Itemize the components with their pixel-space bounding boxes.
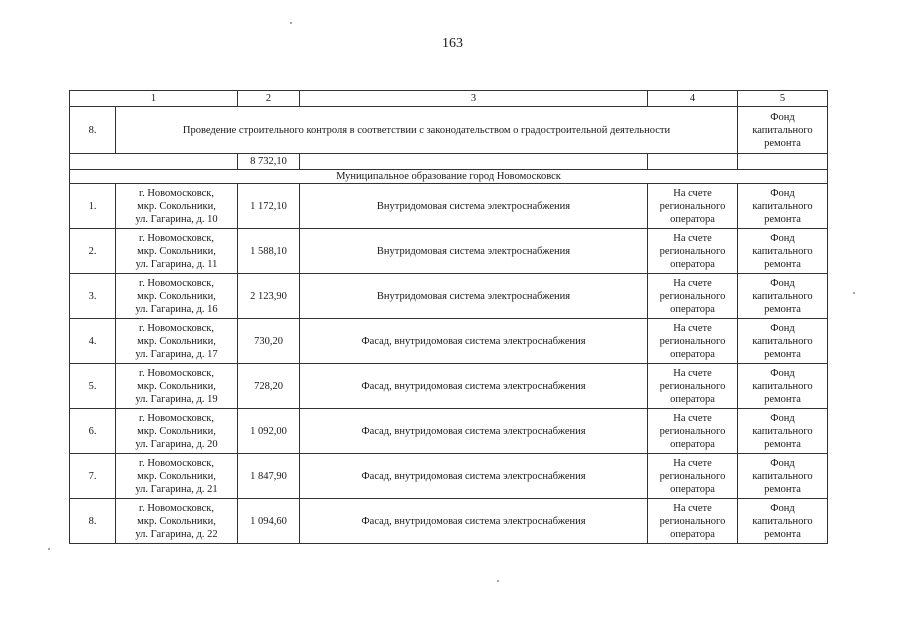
fund-line: Фонд	[770, 457, 795, 469]
area-value: 1 092,00	[238, 409, 300, 454]
account-line: регионального	[659, 200, 726, 212]
address-line: ул. Гагарина, д. 16	[135, 303, 218, 315]
address-cell	[116, 454, 238, 499]
table-row	[70, 364, 828, 409]
fund-line: капитального	[752, 124, 813, 136]
area-value: 1 847,90	[238, 454, 300, 499]
area-value: 730,20	[238, 319, 300, 364]
work-type: Фасад, внутридомовая система электроснабжения	[300, 454, 648, 499]
fund-line: Фонд	[770, 111, 795, 123]
total-row	[70, 154, 828, 170]
fund-line: ремонта	[764, 438, 801, 450]
address-line: мкр. Сокольники,	[137, 335, 216, 347]
fund-line: капитального	[752, 470, 813, 482]
fund-cell	[738, 319, 828, 364]
address-line: г. Новомосковск,	[138, 367, 215, 379]
fund-line: капитального	[752, 425, 813, 437]
account-line: На счете	[673, 322, 712, 334]
fund-cell	[738, 364, 828, 409]
account-line: оператора	[670, 393, 715, 405]
fund-line: Фонд	[770, 367, 795, 379]
address-cell	[116, 364, 238, 409]
empty-cell	[300, 154, 648, 170]
account-line: На счете	[673, 412, 712, 424]
account-cell	[648, 409, 738, 454]
fund-line: ремонта	[764, 137, 801, 149]
fund-line: капитального	[752, 290, 813, 302]
work-table	[69, 90, 828, 544]
account-line: регионального	[659, 515, 726, 527]
account-line: регионального	[659, 425, 726, 437]
account-cell	[648, 274, 738, 319]
account-line: регионального	[659, 380, 726, 392]
address-line: ул. Гагарина, д. 19	[135, 393, 218, 405]
work-type: Внутридомовая система электроснабжения	[300, 229, 648, 274]
row-number: 3.	[70, 274, 116, 319]
account-line: оператора	[670, 258, 715, 270]
table-row	[70, 274, 828, 319]
row-number: 5.	[70, 364, 116, 409]
address-cell	[116, 184, 238, 229]
scan-speck	[497, 580, 499, 582]
fund-line: Фонд	[770, 412, 795, 424]
address-line: мкр. Сокольники,	[137, 245, 216, 257]
address-line: мкр. Сокольники,	[137, 200, 216, 212]
account-line: оператора	[670, 438, 715, 450]
address-cell	[116, 499, 238, 544]
fund-line: Фонд	[770, 502, 795, 514]
address-line: г. Новомосковск,	[138, 412, 215, 424]
address-line: г. Новомосковск,	[138, 322, 215, 334]
address-line: ул. Гагарина, д. 17	[135, 348, 218, 360]
address-line: г. Новомосковск,	[138, 502, 215, 514]
area-value: 1 588,10	[238, 229, 300, 274]
work-type: Внутридомовая система электроснабжения	[300, 184, 648, 229]
fund-line: капитального	[752, 245, 813, 257]
account-line: регионального	[659, 245, 726, 257]
address-line: г. Новомосковск,	[138, 187, 215, 199]
empty-cell	[738, 154, 828, 170]
address-line: ул. Гагарина, д. 21	[135, 483, 218, 495]
account-line: регионального	[659, 335, 726, 347]
fund-line: ремонта	[764, 213, 801, 225]
fund-cell	[738, 184, 828, 229]
scan-speck	[853, 292, 855, 294]
table-row	[70, 229, 828, 274]
fund-line: ремонта	[764, 393, 801, 405]
empty-cell	[70, 154, 238, 170]
construction-control-row	[70, 107, 828, 154]
account-line: регионального	[659, 290, 726, 302]
work-type: Внутридомовая система электроснабжения	[300, 274, 648, 319]
account-line: На счете	[673, 502, 712, 514]
table-row	[70, 409, 828, 454]
account-line: На счете	[673, 187, 712, 199]
address-line: ул. Гагарина, д. 20	[135, 438, 218, 450]
fund-line: Фонд	[770, 232, 795, 244]
row-number: 2.	[70, 229, 116, 274]
fund-line: ремонта	[764, 483, 801, 495]
column-header: 1	[70, 91, 238, 107]
column-header-row	[70, 91, 828, 107]
account-line: На счете	[673, 232, 712, 244]
address-line: ул. Гагарина, д. 11	[135, 258, 218, 270]
account-cell	[648, 454, 738, 499]
address-cell	[116, 274, 238, 319]
account-cell	[648, 499, 738, 544]
table-row	[70, 319, 828, 364]
account-cell	[648, 184, 738, 229]
work-type: Фасад, внутридомовая система электроснабжения	[300, 364, 648, 409]
scan-speck	[290, 22, 292, 24]
address-line: мкр. Сокольники,	[137, 290, 216, 302]
row-number: 8.	[70, 499, 116, 544]
scan-speck	[48, 548, 50, 550]
empty-cell	[648, 154, 738, 170]
address-line: г. Новомосковск,	[138, 277, 215, 289]
fund-cell	[738, 409, 828, 454]
fund-line: Фонд	[770, 187, 795, 199]
municipality-row	[70, 170, 828, 184]
account-line: На счете	[673, 367, 712, 379]
account-cell	[648, 364, 738, 409]
account-cell	[648, 319, 738, 364]
total-area: 8 732,10	[238, 154, 300, 170]
fund-line: ремонта	[764, 258, 801, 270]
account-line: На счете	[673, 277, 712, 289]
address-line: г. Новомосковск,	[138, 232, 215, 244]
fund-line: капитального	[752, 380, 813, 392]
address-cell	[116, 409, 238, 454]
page-number: 163	[442, 36, 463, 51]
area-value: 1 172,10	[238, 184, 300, 229]
address-line: мкр. Сокольники,	[137, 515, 216, 527]
account-line: оператора	[670, 528, 715, 540]
account-line: оператора	[670, 348, 715, 360]
account-line: оператора	[670, 303, 715, 315]
table-row	[70, 184, 828, 229]
work-type: Фасад, внутридомовая система электроснабжения	[300, 319, 648, 364]
row-description: Проведение строительного контроля в соответствии с законодательством о градостроительной деятельности	[116, 107, 738, 154]
column-header: 2	[238, 91, 300, 107]
address-line: г. Новомосковск,	[138, 457, 215, 469]
column-header: 5	[738, 91, 828, 107]
account-cell	[648, 229, 738, 274]
fund-line: ремонта	[764, 303, 801, 315]
fund-line: ремонта	[764, 348, 801, 360]
fund-cell	[738, 274, 828, 319]
column-header: 3	[300, 91, 648, 107]
municipality-title: Муниципальное образование город Новомосковск	[70, 170, 828, 184]
fund-cell	[738, 229, 828, 274]
fund-cell	[738, 107, 828, 154]
fund-line: капитального	[752, 515, 813, 527]
fund-cell	[738, 499, 828, 544]
area-value: 1 094,60	[238, 499, 300, 544]
address-cell	[116, 229, 238, 274]
area-value: 728,20	[238, 364, 300, 409]
account-line: регионального	[659, 470, 726, 482]
row-number: 4.	[70, 319, 116, 364]
account-line: оператора	[670, 213, 715, 225]
area-value: 2 123,90	[238, 274, 300, 319]
fund-line: капитального	[752, 335, 813, 347]
account-line: оператора	[670, 483, 715, 495]
address-line: мкр. Сокольники,	[137, 380, 216, 392]
account-line: На счете	[673, 457, 712, 469]
row-number: 1.	[70, 184, 116, 229]
row-number: 7.	[70, 454, 116, 499]
address-line: мкр. Сокольники,	[137, 470, 216, 482]
address-line: мкр. Сокольники,	[137, 425, 216, 437]
fund-line: ремонта	[764, 528, 801, 540]
column-header: 4	[648, 91, 738, 107]
fund-cell	[738, 454, 828, 499]
fund-line: Фонд	[770, 322, 795, 334]
row-number: 6.	[70, 409, 116, 454]
work-type: Фасад, внутридомовая система электроснабжения	[300, 499, 648, 544]
table-row	[70, 499, 828, 544]
work-type: Фасад, внутридомовая система электроснабжения	[300, 409, 648, 454]
table-row	[70, 454, 828, 499]
address-line: ул. Гагарина, д. 10	[135, 213, 218, 225]
row-number: 8.	[70, 107, 116, 154]
address-cell	[116, 319, 238, 364]
address-line: ул. Гагарина, д. 22	[135, 528, 218, 540]
fund-line: капитального	[752, 200, 813, 212]
fund-line: Фонд	[770, 277, 795, 289]
